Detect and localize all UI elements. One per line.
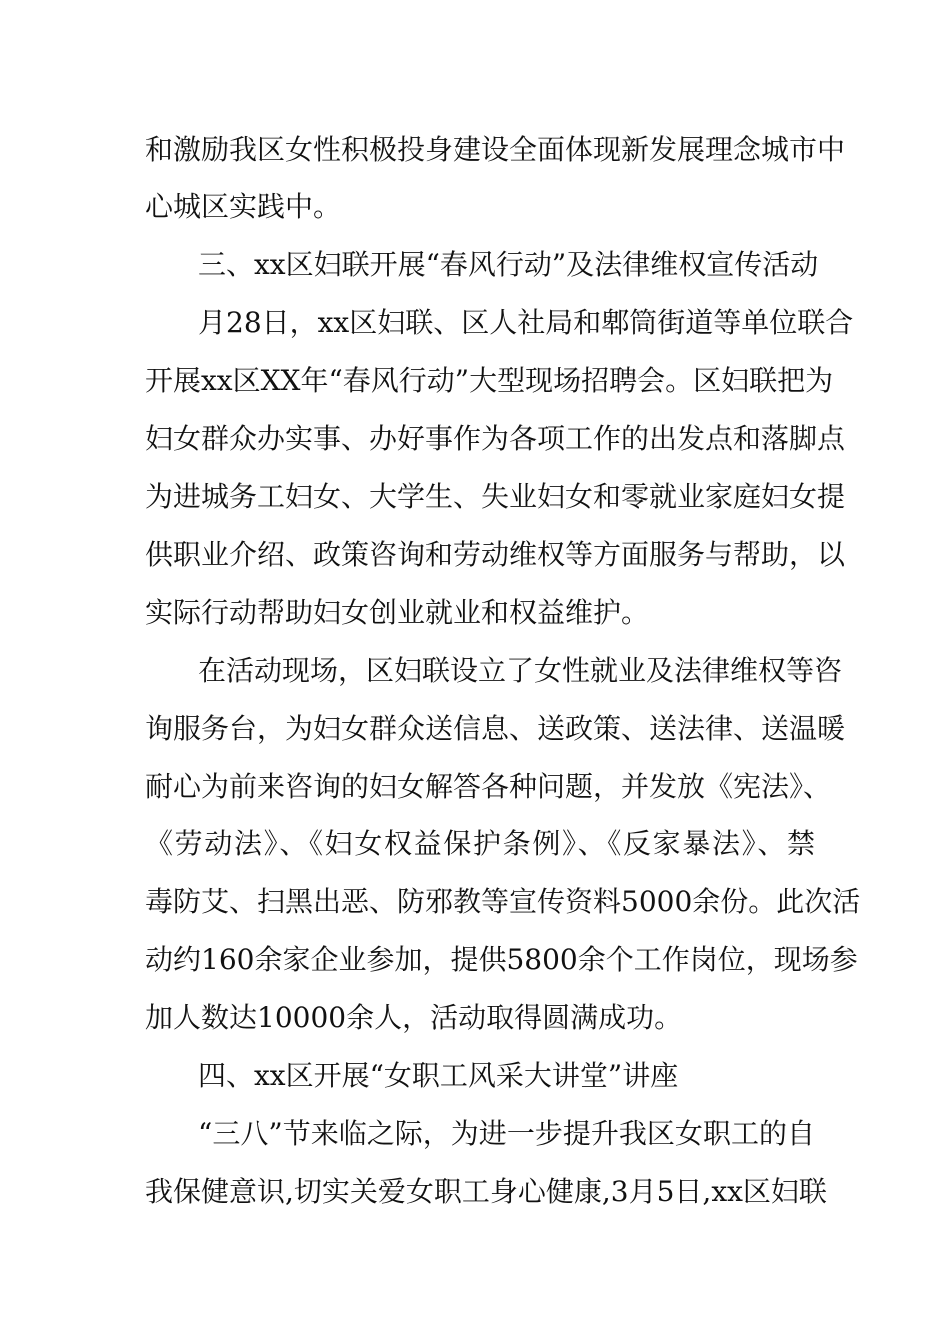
text-line: 我保健意识,切实关爱女职工身心健康,3月5日,xx区妇联 — [145, 1175, 827, 1208]
text-line: 开展xx区XX年“春风行动”大型现场招聘会。区妇联把为 — [145, 364, 834, 397]
text-line: 实际行动帮助妇女创业就业和权益维护。 — [145, 596, 650, 629]
text-line: 月28日，xx区妇联、区人社局和郫筒街道等单位联合 — [198, 306, 854, 339]
text-line: 《劳动法》、《妇女权益保护条例》、《反家暴法》、禁 — [145, 827, 815, 860]
text-line: 毒防艾、扫黑出恶、防邪教等宣传资料5000余份。此次活 — [145, 885, 861, 918]
text-line: 在活动现场，区妇联设立了女性就业及法律维权等咨 — [198, 654, 843, 687]
section-heading: 四、xx区开展“女职工风采大讲堂”讲座 — [198, 1059, 679, 1092]
text-line: 供职业介绍、政策咨询和劳动维权等方面服务与帮助，以 — [145, 538, 846, 571]
text-line: 心城区实践中。 — [145, 190, 342, 223]
section-heading: 三、xx区妇联开展“春风行动”及法律维权宣传活动 — [198, 248, 819, 281]
text-line: 动约160余家企业参加，提供5800余个工作岗位，现场参 — [145, 943, 858, 976]
text-line: 耐心为前来咨询的妇女解答各种问题，并发放《宪法》、 — [145, 770, 832, 803]
text-line: 妇女群众办实事、办好事作为各项工作的出发点和落脚点 — [145, 422, 846, 455]
text-line: 询服务台，为妇女群众送信息、送政策、送法律、送温暖 — [145, 712, 846, 745]
text-line: 加人数达10000余人，活动取得圆满成功。 — [145, 1001, 683, 1034]
text-line: 为进城务工妇女、大学生、失业妇女和零就业家庭妇女提 — [145, 480, 846, 513]
text-line: 和激励我区女性积极投身建设全面体现新发展理念城市中 — [145, 133, 846, 166]
text-line: “三八”节来临之际，为进一步提升我区女职工的自 — [198, 1117, 815, 1150]
